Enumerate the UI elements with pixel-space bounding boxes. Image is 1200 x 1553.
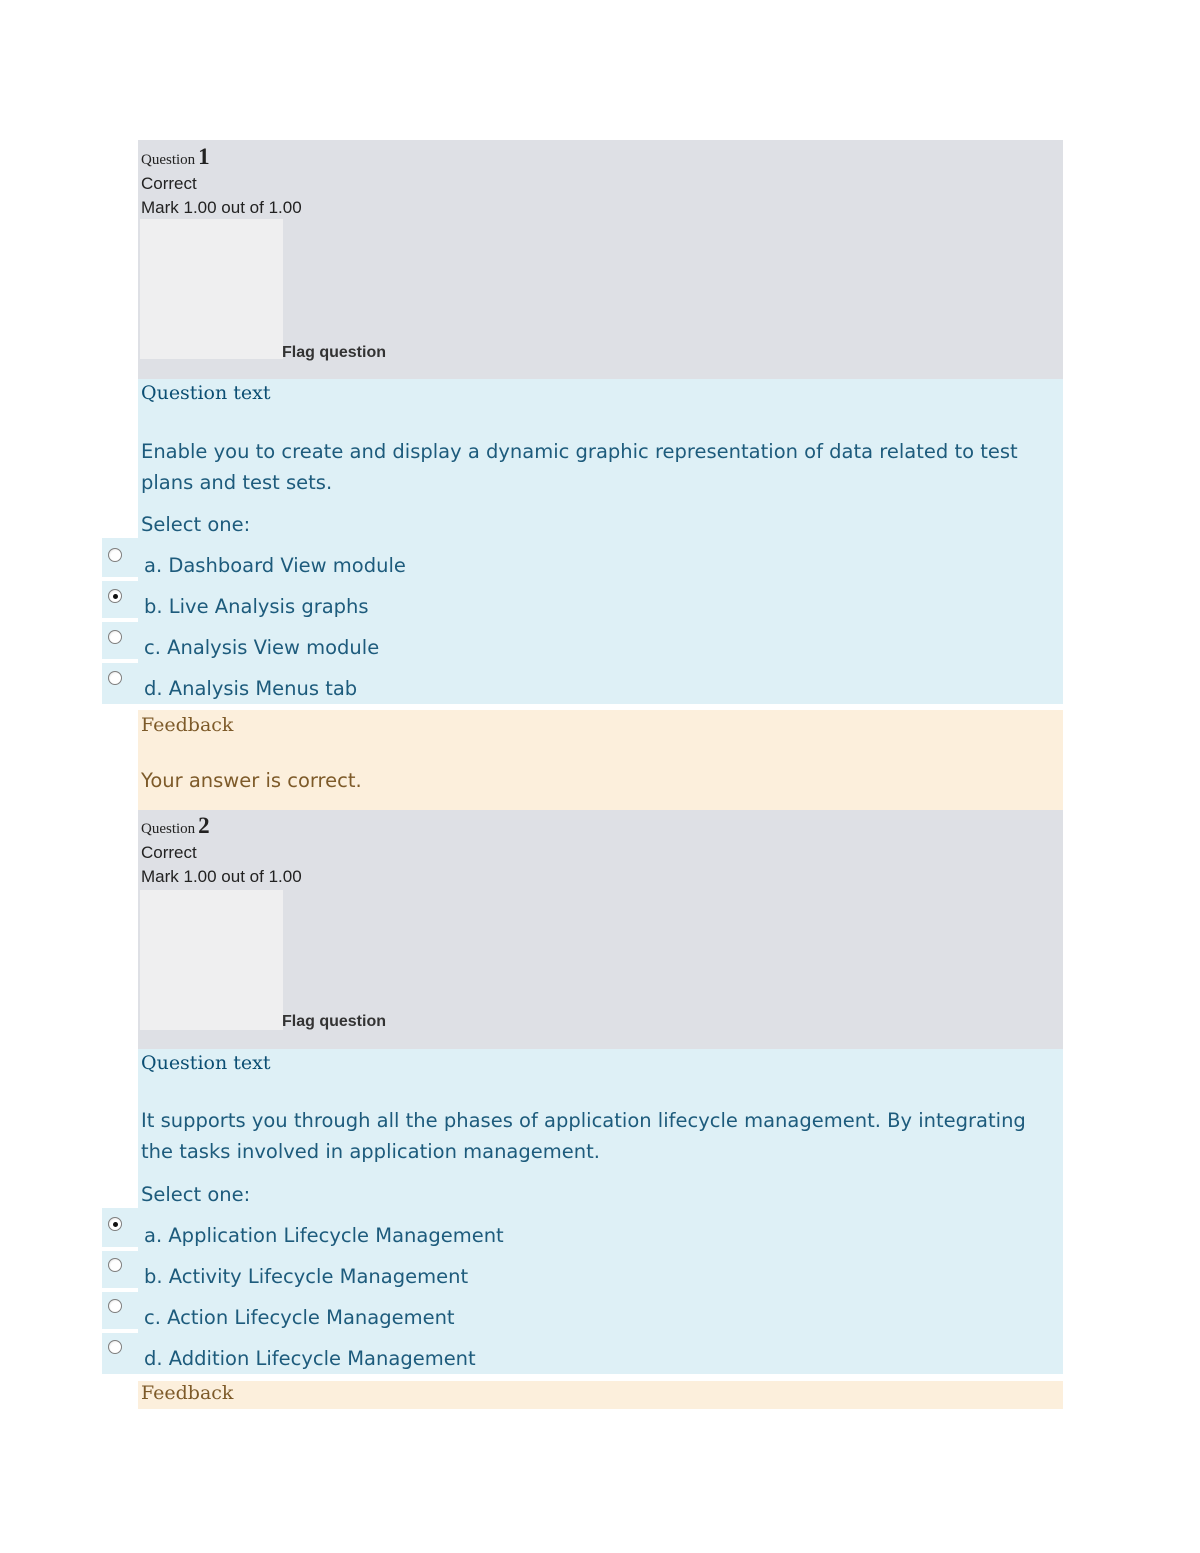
option-b-label[interactable]: b. Live Analysis graphs [144,595,369,618]
feedback-label: Feedback [141,1382,234,1404]
question-1-text: Enable you to create and display a dynamic graphic representation of data related to test plans and test sets. [141,440,1018,494]
radio-option-b-selected[interactable] [108,589,122,603]
question-2-text: It supports you through all the phases of application lifecycle management. By integrating the tasks involved in application management. [141,1109,1026,1163]
flag-icon[interactable] [140,890,283,1030]
radio-option-c[interactable] [108,630,122,644]
feedback-text: Your answer is correct. [141,769,362,792]
option-c-label[interactable]: c. Action Lifecycle Management [144,1306,455,1329]
question-number: 1 [198,144,210,169]
question-1-state: Correct [141,174,197,193]
flag-icon[interactable] [140,219,283,359]
option-a-label[interactable]: a. Dashboard View module [144,554,406,577]
option-d-label[interactable]: d. Addition Lifecycle Management [144,1347,476,1370]
question-text-label: Question text [141,382,271,404]
question-2-heading [141,813,210,839]
question-2-state: Correct [141,843,197,862]
option-d-label[interactable]: d. Analysis Menus tab [144,677,358,700]
question-1-info [138,140,1063,379]
question-number: 2 [198,813,210,838]
feedback-label: Feedback [141,714,234,736]
radio-option-c[interactable] [108,1299,122,1313]
question-2-info [138,810,1063,1049]
select-one-prompt: Select one: [141,513,251,536]
select-one-prompt: Select one: [141,1183,251,1206]
radio-option-d[interactable] [108,1340,122,1354]
radio-option-a[interactable] [108,548,122,562]
question-label: Question [141,821,196,837]
flag-question-link[interactable]: Flag question [282,1013,386,1030]
radio-option-d[interactable] [108,671,122,685]
flag-question-link[interactable]: Flag question [282,344,386,361]
question-text-label: Question text [141,1052,271,1074]
question-2-feedback [138,1381,1063,1409]
question-1-feedback [138,710,1063,810]
option-c-label[interactable]: c. Analysis View module [144,636,380,659]
radio-option-a-selected[interactable] [108,1217,122,1231]
question-1-grade: Mark 1.00 out of 1.00 [141,198,302,217]
radio-option-b[interactable] [108,1258,122,1272]
question-1-heading [141,144,210,170]
question-label: Question [141,152,196,168]
option-b-label[interactable]: b. Activity Lifecycle Management [144,1265,469,1288]
question-2-grade: Mark 1.00 out of 1.00 [141,867,302,886]
option-a-label[interactable]: a. Application Lifecycle Management [144,1224,504,1247]
